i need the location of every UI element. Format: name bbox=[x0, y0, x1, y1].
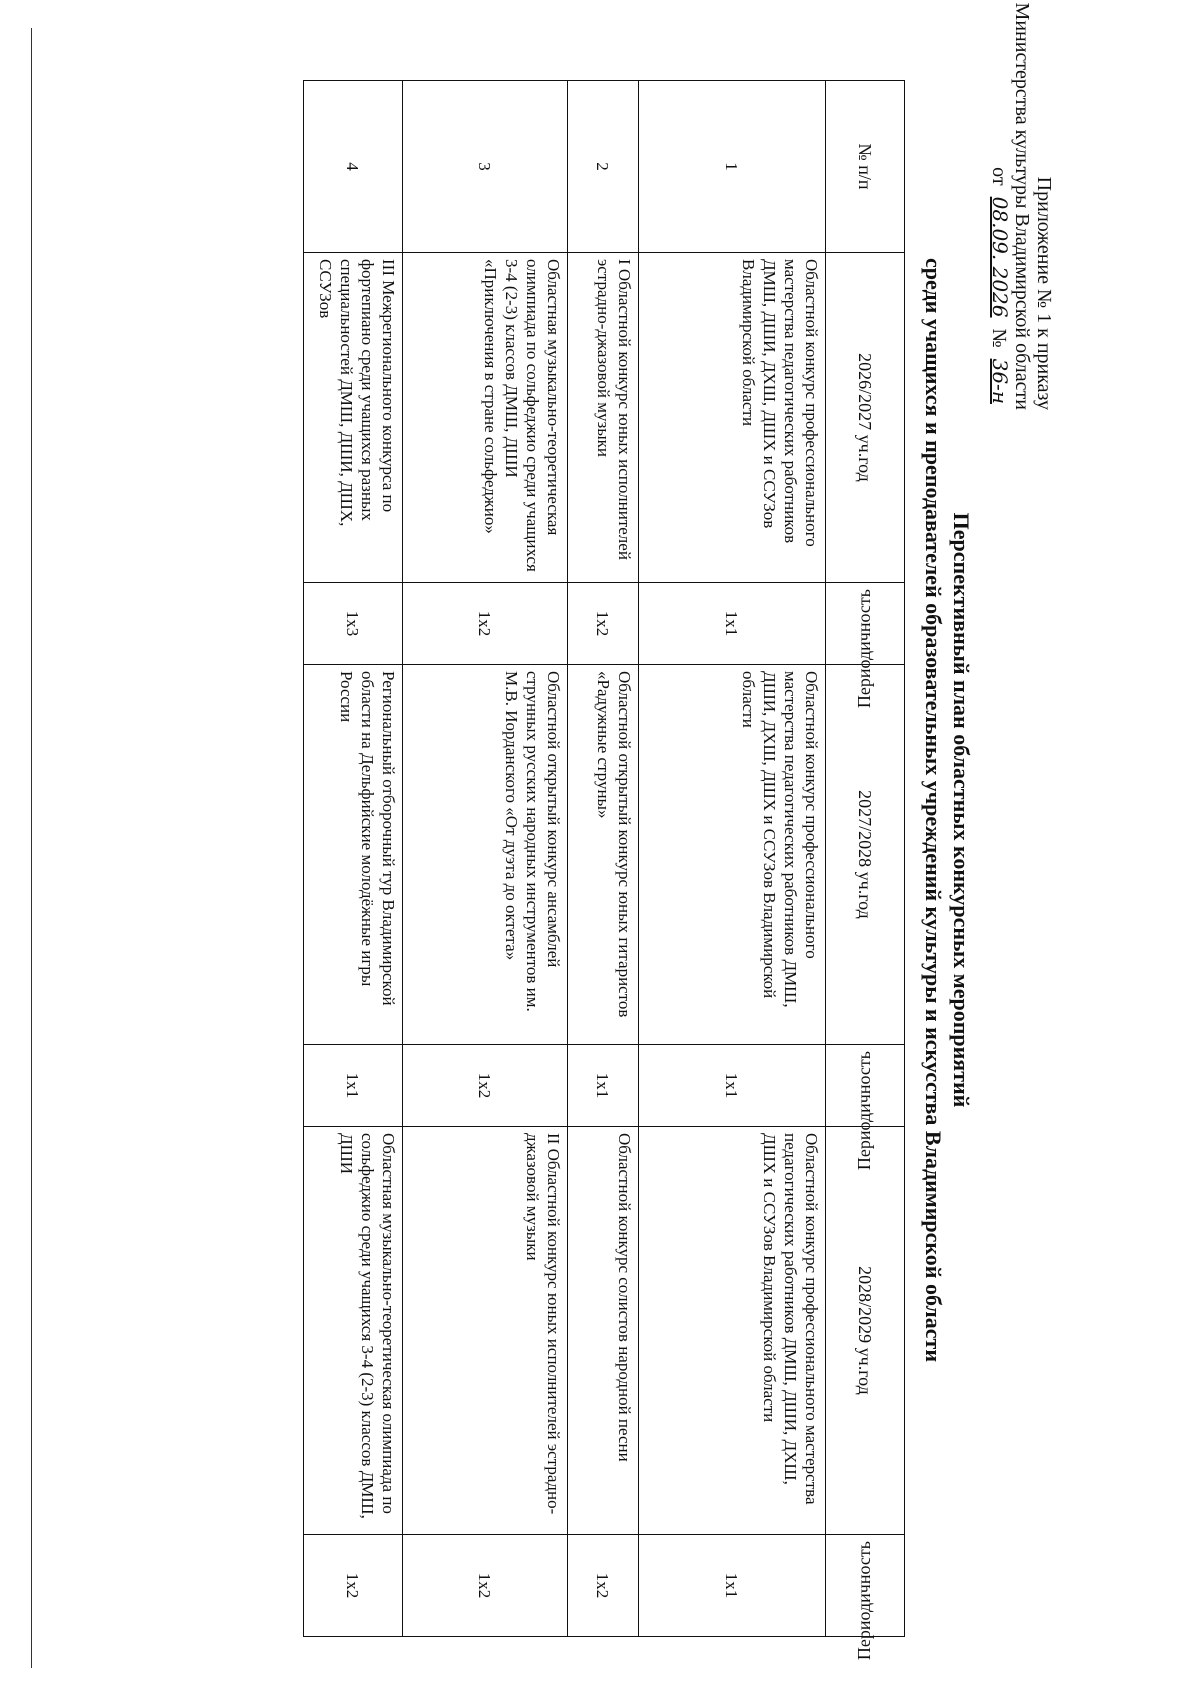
event-2028: Областной конкурс солистов народной песни bbox=[568, 1127, 639, 1535]
periodicity-2027: 1х2 bbox=[403, 1045, 568, 1127]
periodicity-2027: 1х1 bbox=[639, 1045, 826, 1127]
order-date: 08.09. 2026 bbox=[988, 196, 1012, 318]
table-header-row bbox=[826, 81, 905, 1637]
title-line-2: среди учащихся и преподавателей образовательных учреждений культуры и искусства Владимирской области bbox=[921, 257, 946, 1363]
plan-table bbox=[303, 80, 905, 1661]
title-line-1: Перспективный план областных конкурсных мероприятий bbox=[949, 512, 974, 1108]
event-2027: Региональный отборочный тур Владимирской области на Дельфийские молодёжные игры России bbox=[304, 665, 403, 1045]
table-row bbox=[639, 81, 826, 1637]
event-2027: Областной открытый конкурс юных гитаристов «Радужные струны» bbox=[568, 665, 639, 1045]
periodicity-2028: 1х2 bbox=[304, 1535, 403, 1637]
header-year-2028: 2028/2029 уч.год bbox=[826, 1127, 905, 1535]
header-periodicity-3 bbox=[826, 1535, 905, 1661]
event-2026: Областной конкурс профессионального мастерства педагогических работников ДМШ, ДШИ, ДХШ, ДШХ и ССУЗов Владимирской области bbox=[639, 253, 826, 583]
order-number: 36-н bbox=[988, 358, 1012, 404]
table-row bbox=[403, 81, 568, 1637]
periodicity-2026: 1х3 bbox=[304, 583, 403, 665]
event-2028: Областной конкурс профессионального мастерства педагогических работников ДМШ, ДШИ, ДХШ, ДШХ и ССУЗов Владимирской области bbox=[639, 1127, 826, 1535]
periodicity-2026: 1х1 bbox=[639, 583, 826, 665]
periodicity-2026: 1х2 bbox=[403, 583, 568, 665]
periodicity-2026: 1х2 bbox=[568, 583, 639, 665]
date-prefix: от bbox=[988, 167, 1010, 186]
header-periodicity-2-label: Периодичность bbox=[854, 1051, 875, 1171]
row-number: 1 bbox=[639, 81, 826, 253]
table-row bbox=[568, 81, 639, 1637]
header-periodicity-3-label: Периодичность bbox=[854, 1541, 875, 1661]
number-prefix: № bbox=[988, 328, 1010, 348]
event-2026: I Областной конкурс юных исполнителей эстрадно-джазовой музыки bbox=[568, 253, 639, 583]
row-number: 2 bbox=[568, 81, 639, 253]
event-2028: Областная музыкально-теоретическая олимпиада по сольфеджио среди учащихся 3-4 (2-3) классов ДМШ, ДШИ bbox=[304, 1127, 403, 1535]
periodicity-2028: 1х2 bbox=[568, 1535, 639, 1637]
periodicity-2028: 1х2 bbox=[403, 1535, 568, 1637]
header-num: № п/п bbox=[826, 81, 905, 253]
header-year-2026: 2026/2027 уч.год bbox=[826, 253, 905, 583]
header-periodicity-2 bbox=[826, 1045, 905, 1171]
event-2026: III Межрегионального конкурса по фортепиано среди учащихся разных специальностей ДМШ, ДШИ, ДШХ, ССУЗов bbox=[304, 253, 403, 583]
header-year-2027: 2027/2028 уч.год bbox=[826, 665, 905, 1045]
periodicity-2028: 1х1 bbox=[639, 1535, 826, 1637]
appendix-line-3 bbox=[988, 0, 1011, 410]
header-periodicity-1-label: Периодичность bbox=[854, 589, 875, 709]
appendix-block bbox=[988, 0, 1055, 410]
event-2027: Областной конкурс профессионального мастерства педагогических работников ДМШ, ДШИ, ДХШ, ДШХ и ССУЗов Владимирской области bbox=[639, 665, 826, 1045]
event-2026: Областная музыкально-теоретическая олимпиада по сольфеджио среди учащихся 3-4 (2-3) классов ДМШ, ДШИ «Приключения в стране сольфеджио» bbox=[403, 253, 568, 583]
event-2028: II Областной конкурс юных исполнителей эстрадно-джазовой музыки bbox=[403, 1127, 568, 1535]
row-number: 3 bbox=[403, 81, 568, 253]
document-title bbox=[919, 0, 975, 1620]
periodicity-2027: 1х1 bbox=[568, 1045, 639, 1127]
row-number: 4 bbox=[304, 81, 403, 253]
appendix-line-2: Министерства культуры Владимирской области bbox=[1011, 2, 1033, 410]
header-periodicity-1 bbox=[826, 583, 905, 709]
table-row bbox=[304, 81, 403, 1637]
appendix-line-1: Приложение № 1 к приказу bbox=[1033, 176, 1055, 410]
periodicity-2027: 1х1 bbox=[304, 1045, 403, 1127]
event-2027: Областной открытый конкурс ансамблей струнных русских народных инструментов им. М.В. Иорданского «От дуэта до октета» bbox=[403, 665, 568, 1045]
